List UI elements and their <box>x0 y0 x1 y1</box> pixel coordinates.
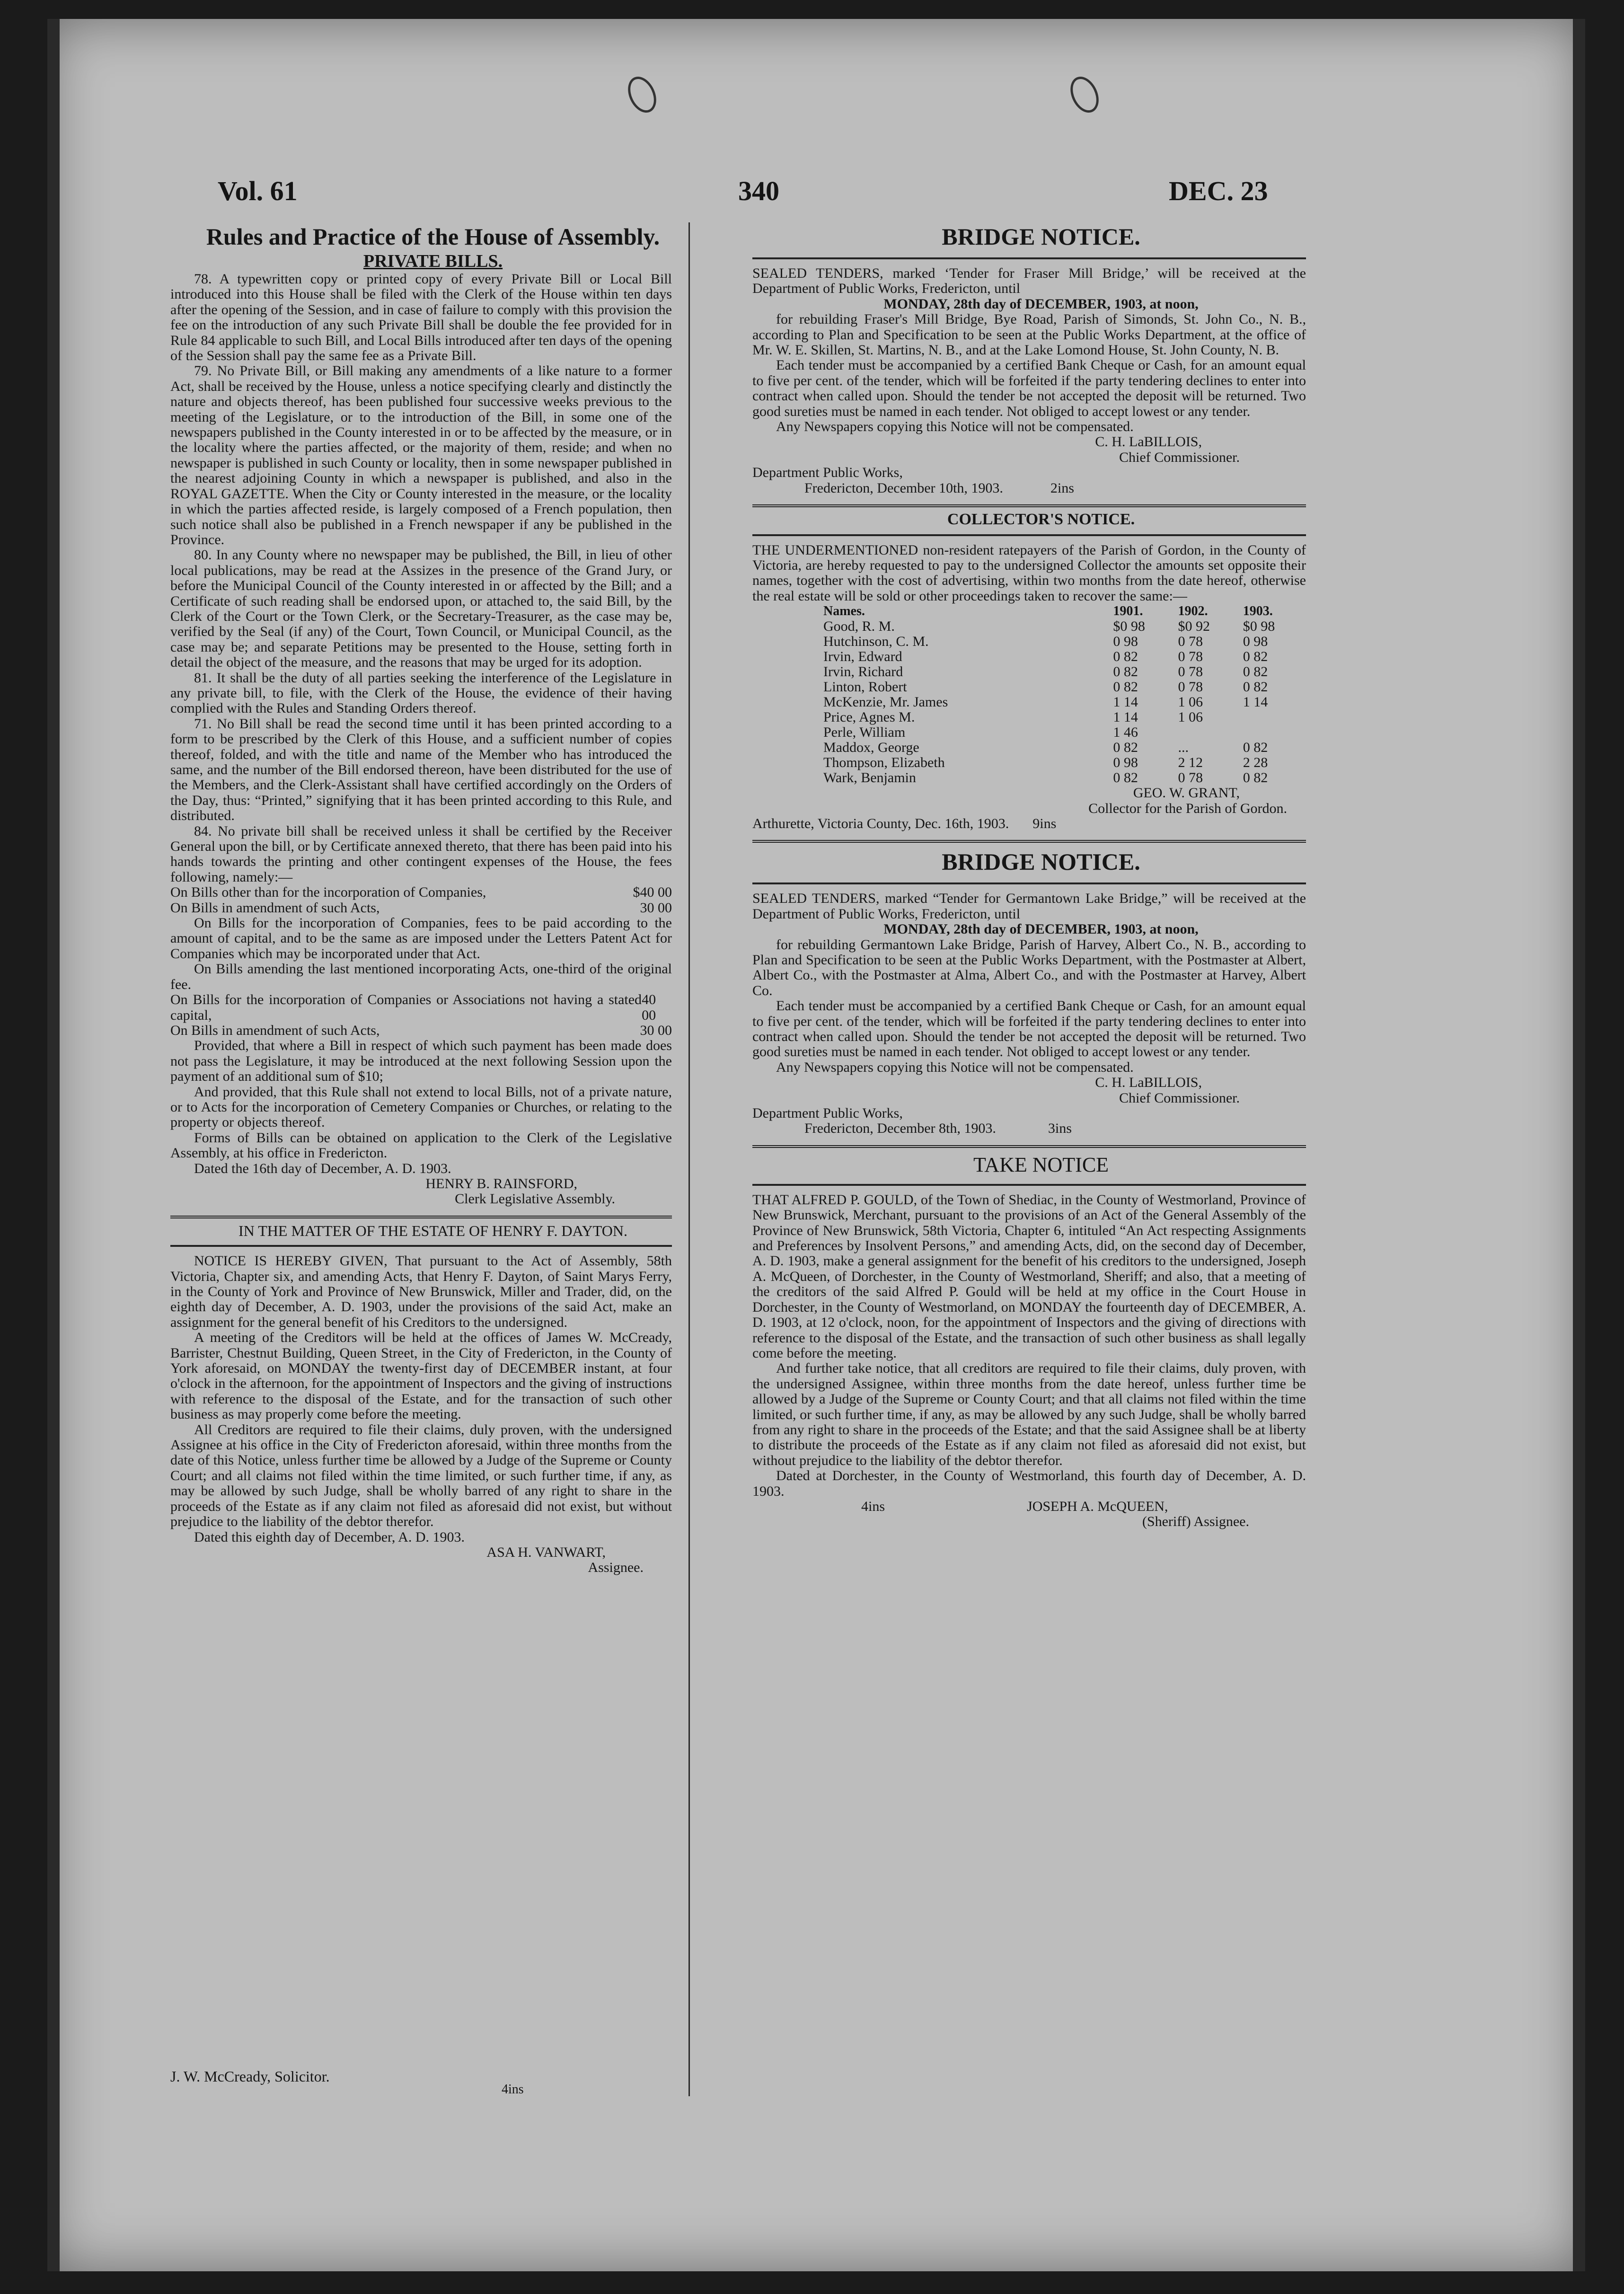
estate-dated: Dated this eighth day of December, A. D. 1903. <box>194 1529 465 1545</box>
rule-84: 84. No private bill shall be received unless it shall be certified by the Receiver General upon the bill, or by Certificate annexed thereto, that there has been paid into his hands towards the printing and other contingent expenses of the House, the fees following, namely:— <box>170 823 672 885</box>
estate-title: IN THE MATTER OF THE ESTATE OF HENRY F. DAYTON. <box>238 1222 627 1239</box>
collector-signature: GEO. W. GRANT, <box>1133 785 1240 801</box>
rule-81: 81. It shall be the duty of all parties seeking the interference of the Legislature in any private bill, to file, with the Clerk of the House, the evidence of their having complied with the Rules and Standing Orders thereof. <box>170 670 672 716</box>
estate-claims: All Creditors are required to file their claims, duly proven, with the undersigned Assignee at his office in the City of Fredericton aforesaid, within three months from the date of this Notice, unless further time be allowed by a Judge of the Supreme or County Court; and all claims not filed within the time limited, or such further time, if any, as may be allowed by such Judge, shall be wholly barred of any right to share in the proceeds of the Estate as if any claim not filed as aforesaid did not exist, but without prejudice to the liability of the debtor therefor. <box>170 1421 672 1530</box>
collector-notice-title: COLLECTOR'S NOTICE. <box>947 511 1135 529</box>
left-edge-strip <box>47 19 60 2271</box>
section-rule <box>170 1216 672 1218</box>
table-row: McKenzie, Mr. James 1 14 1 06 1 14 <box>823 694 1268 710</box>
take-notice-signature-line: 4ins JOSEPH A. McQUEEN, <box>861 1498 1168 1514</box>
fee-line: On Bills in amendment of such Acts, 30 00 <box>170 900 672 916</box>
table-row: Maddox, George 0 82 ... 0 82 <box>823 740 1268 756</box>
table-row: Price, Agnes M. 1 14 1 06 <box>823 709 1203 725</box>
table-row: Linton, Robert 0 82 0 78 0 82 <box>823 679 1268 695</box>
right-column <box>752 222 1306 1530</box>
rules-signature-title: Clerk Legislative Assembly. <box>455 1191 615 1207</box>
rules-title: Rules and Practice of the House of Assembly. <box>206 223 660 250</box>
bridge-1-newspapers: Any Newspapers copying this Notice will not be compensated. <box>776 419 1134 435</box>
table-row: Good, R. M. $0 98 $0 92 $0 98 <box>823 618 1275 635</box>
table-row: Thompson, Elizabeth 0 98 2 12 2 28 <box>823 755 1268 771</box>
section-rule <box>752 534 1306 536</box>
bridge-1-date: MONDAY, 28th day of DECEMBER, 1903, at noon, <box>883 296 1199 312</box>
bridge-2-terms: Each tender must be accompanied by a certified Bank Cheque or Cash, for an amount equal to five per cent. of the tender, which will be forfeited if the party tendering declines to enter into contract when called upon. Should the tender be not accepted the deposit will be returned. Two good sureties must be named in each tender. Not obliged to accept lowest or any tender. <box>752 998 1306 1060</box>
fee-line: On Bills for the incorporation of Companies, fees to be paid according to the amount of capital, and to be the same as are imposed under the Letters Patent Act for Companies which may be incorporated under that Act. <box>170 915 672 962</box>
page-number: 340 <box>738 176 779 206</box>
bridge-2-signature-title: Chief Commissioner. <box>1119 1090 1240 1106</box>
ratepayer-table <box>752 604 1306 785</box>
rules-forms: Forms of Bills can be obtained on application to the Clerk of the Legislative Assembly, at his office in Fredericton. <box>170 1129 672 1161</box>
estate-notice: NOTICE IS HEREBY GIVEN, That pursuant to the Act of Assembly, 58th Victoria, Chapter six, and amending Acts, that Henry F. Dayton, of Saint Marys Ferry, in the County of York and Province of New Brunswick, Miller and Trader, did, on the eighth day of December, A. D. 1903, under the provisions of the said Act, make an assignment for the general benefit of his Creditors to the undersigned. <box>170 1253 672 1330</box>
section-rule <box>170 1245 672 1247</box>
take-notice-dated: Dated at Dorchester, in the County of Westmorland, this fourth day of December, A. D. 1903. <box>752 1468 1306 1499</box>
section-rule <box>752 504 1306 507</box>
rule-71: 71. No Bill shall be read the second time until it has been printed according to a form to be prescribed by the Clerk of this House, and a sufficient number of copies thereof, folded, and with the title and name of the Member who has introduced the same, and the number of the Bill endorsed thereon, have been distributed for the use of the Members, and the Clerk-Assistant shall have certified accordingly on the Orders of the Day, thus: “Printed,” signifying that it has been printed according to this Rule, and distributed. <box>170 715 672 824</box>
rules-proviso: Provided, that where a Bill in respect of which such payment has been made does not pass the Legislature, it may be introduced at the next following Session upon the payment of an additional sum of $10; <box>170 1038 672 1085</box>
bridge-notice-1-title: BRIDGE NOTICE. <box>942 223 1140 250</box>
rules-subtitle: PRIVATE BILLS. <box>363 251 503 271</box>
bridge-2-date: MONDAY, 28th day of DECEMBER, 1903, at noon, <box>883 921 1199 937</box>
estate-signature-title: Assignee. <box>588 1560 644 1576</box>
section-rule <box>752 257 1306 259</box>
estate-signature: ASA H. VANWART, <box>486 1544 606 1560</box>
table-row: Wark, Benjamin 0 82 0 78 0 82 <box>823 770 1268 786</box>
estate-meeting: A meeting of the Creditors will be held at the offices of James W. McCready, Barrister, Chestnut Building, Queen Street, in the City of Fredericton, in the County of York aforesaid, on MONDAY the twenty-first day of DECEMBER instant, at four o'clock in the afternoon, for the appointment of Inspectors and the giving of instructions with reference to the disposal of the Estate, and for the transaction of such other business as may properly come before the meeting. <box>170 1330 672 1422</box>
estate-solicitor: J. W. McCready, Solicitor. <box>170 2068 330 2085</box>
section-rule <box>752 1184 1306 1186</box>
take-notice-claims: And further take notice, that all creditors are required to file their claims, duly proven, with the undersigned Assignee, within three months from the date hereof, unless further time be allowed by a Judge of the Supreme or County Court; and that all claims not filed within the time limited, or such further time, if any, as may be allowed by any such Judge, shall be wholly barred from any right to share in the proceeds of the Estate; and that the said Assignee shall be at liberty to distribute the proceeds of the Estate as if any claim not filed as aforesaid did not exist, but without prejudice to the liability of the debtor therefor. <box>752 1360 1306 1468</box>
collector-notice-body: THE UNDERMENTIONED non-resident ratepayers of the Parish of Gordon, in the County of Victoria, are hereby requested to pay to the undersigned Collector the amounts set opposite their names, together with the cost of advertising, within two months from the date hereof, otherwise the real estate will be sold or other proceedings taken to recover the same:— <box>752 542 1306 604</box>
bridge-2-dated: Fredericton, December 8th, 1903. 3ins <box>804 1121 1072 1137</box>
bridge-2-tenders: SEALED TENDERS, marked “Tender for Germantown Lake Bridge,” will be received at the Department of Public Works, Fredericton, until <box>752 891 1306 922</box>
fee-line: On Bills in amendment of such Acts, 30 00 <box>170 1022 672 1038</box>
table-row: Irvin, Edward 0 82 0 78 0 82 <box>823 649 1268 665</box>
rules-dated: Dated the 16th day of December, A. D. 1903. <box>194 1160 451 1176</box>
left-column <box>170 222 672 1576</box>
bridge-2-signature: C. H. LaBILLOIS, <box>1095 1075 1202 1091</box>
bridge-1-signature-title: Chief Commissioner. <box>1119 449 1240 465</box>
bridge-1-department: Department Public Works, <box>752 465 903 481</box>
bridge-1-dated: Fredericton, December 10th, 1903. 2ins <box>804 480 1074 496</box>
bridge-2-newspapers: Any Newspapers copying this Notice will not be compensated. <box>776 1059 1134 1075</box>
bridge-1-location: for rebuilding Fraser's Mill Bridge, Bye Road, Parish of Simonds, St. John Co., N. B., according to Plan and Specification to be seen at the Public Works Department, at the office of Mr. W. E. Skillen, St. Martins, N. B., and at the Lake Lomond House, St. John County, N. B. <box>752 311 1306 358</box>
table-row: Hutchinson, C. M. 0 98 0 78 0 98 <box>823 634 1268 650</box>
take-notice-body: THAT ALFRED P. GOULD, of the Town of Shediac, in the County of Westmorland, Province of New Brunswick, Merchant, pursuant to the provisions of an Act of the General Assembly of the Province of New Brunswick, 58th Victoria, Chapter 6, intituled “An Act respecting Assignments and Preferences by Insolvent Persons,” and amending Acts, did, on the second day of December, A. D. 1903, make a general assignment for the benefit of his creditors to the undersigned, Joseph A. McQueen, of Dorchester, in the County of Westmorland, Sheriff; and also, that a meeting of the creditors of the said Alfred P. Gould will be held at my office in the Court House in Dorchester, in the County of Westmorland, on MONDAY the fourteenth day of DECEMBER, A. D. 1903, at 12 o'clock, noon, for the appointment of Inspectors and the giving of directions with reference to the disposal of the Estate, and the transaction of such other business as shall legally come before the meeting. <box>752 1191 1306 1361</box>
table-row: Irvin, Richard 0 82 0 78 0 82 <box>823 664 1268 680</box>
rules-signature: HENRY B. RAINSFORD, <box>425 1175 577 1191</box>
bridge-2-location: for rebuilding Germantown Lake Bridge, Parish of Harvey, Albert Co., N. B., according to Plan and Specification to be seen at the Public Works Department, with the Postmaster at Albert, Albert Co., with the Postmaster at Alma, Albert Co., and with the Postmaster at Harvey, Albert Co. <box>752 936 1306 998</box>
rule-80: 80. In any County where no newspaper may be published, the Bill, in lieu of other local publications, may be read at the Assizes in the presence of the Grand Jury, or before the Municipal Council of the County interested in or affected by the Bill; and a Certificate of such reading shall be endorsed upon, or attached to, the said Bill, by the Clerk of the Court or the Town Clerk, or the Secretary-Treasurer, as the case may be, verified by the Seal (if any) of the Court, Town Council, or Municipal Council, as the case may be; and separate Petitions may be presented to the House, setting forth in detail the object of the measure, and the reasons that may be urged for its adoption. <box>170 547 672 671</box>
rule-78: 78. A typewritten copy or printed copy of every Private Bill or Local Bill introduced into this House shall be filed with the Clerk of the House within ten days after the opening of the Session, and in case of failure to comply with this provision the fee on the introduction of any such Private Bill shall be double the fee provided for in Rule 84 applicable to such Bill, and Local Bills introduced after ten days of the opening of the Session shall pay the same fee as a Private Bill. <box>170 271 672 364</box>
binding-hole-right <box>1065 72 1104 117</box>
bridge-2-department: Department Public Works, <box>752 1105 903 1121</box>
section-rule <box>752 840 1306 843</box>
bridge-notice-2-title: BRIDGE NOTICE. <box>942 848 1140 875</box>
collector-signature-title: Collector for the Parish of Gordon. <box>1088 800 1287 816</box>
rules-proviso: And provided, that this Rule shall not extend to local Bills, not of a private nature, or to Acts for the incorporation of Cemetery Companies or Churches, or relating to the property or objects thereof. <box>170 1084 672 1130</box>
table-row: Perle, William 1 46 <box>823 724 1138 741</box>
volume-number: Vol. 61 <box>218 176 298 206</box>
issue-date: DEC. 23 <box>1169 176 1268 206</box>
estate-insertions: 4ins <box>502 2082 524 2097</box>
fee-line: On Bills amending the last mentioned incorporating Acts, one-third of the original fee. <box>170 961 672 992</box>
bridge-1-signature: C. H. LaBILLOIS, <box>1095 434 1202 450</box>
fee-line: On Bills for the incorporation of Companies or Associations not having a stated capital, 40 00 <box>170 992 656 1023</box>
bridge-1-terms: Each tender must be accompanied by a certified Bank Cheque or Cash, for an amount equal to five per cent. of the tender, which will be forfeited if the party tendering declines to enter into contract when called upon. Should the tender be not accepted the deposit will be returned. Two good sureties must be named in each tender. Not obliged to accept lowest or any tender. <box>752 357 1306 419</box>
collector-dated: Arthurette, Victoria County, Dec. 16th, 1903. 9ins <box>752 815 1057 831</box>
bridge-1-tenders: SEALED TENDERS, marked ‘Tender for Fraser Mill Bridge,’ will be received at the Department of Public Works, Fredericton, until <box>752 265 1306 297</box>
right-edge-strip <box>1573 19 1585 2271</box>
binding-hole-left <box>623 72 662 117</box>
section-rule <box>752 882 1306 884</box>
section-rule <box>752 1145 1306 1148</box>
rule-79: 79. No Private Bill, or Bill making any amendments of a like nature to a former Act, shall be received by the House, unless a notice specifying clearly and distinctly the nature and objects thereof, has been published four successive weeks previous to the meeting of the Legislature, or to the introduction of the Bill, in some one of the newspapers published in the County interested in or to be affected by the measure, or in the locality where the parties affected, or the majority of them, reside; and when no newspaper is published in such County or locality, then in some newspaper published in the nearest adjoining County in which a newspaper is published, and also in the ROYAL GAZETTE. When the City or County interested in the measure, or the locality in which the parties affected reside, is largely composed of a French population, then such notice shall also be published in a French newspaper if any be published in the Province. <box>170 363 672 547</box>
column-divider <box>688 222 690 2096</box>
take-notice-title: TAKE NOTICE <box>973 1153 1109 1176</box>
table-header-row: Names. 1901. 1902. 1903. <box>823 604 1273 619</box>
fee-line: On Bills other than for the incorporation of Companies, $40 00 <box>170 884 672 900</box>
take-notice-signature-title: (Sheriff) Assignee. <box>1142 1514 1249 1530</box>
